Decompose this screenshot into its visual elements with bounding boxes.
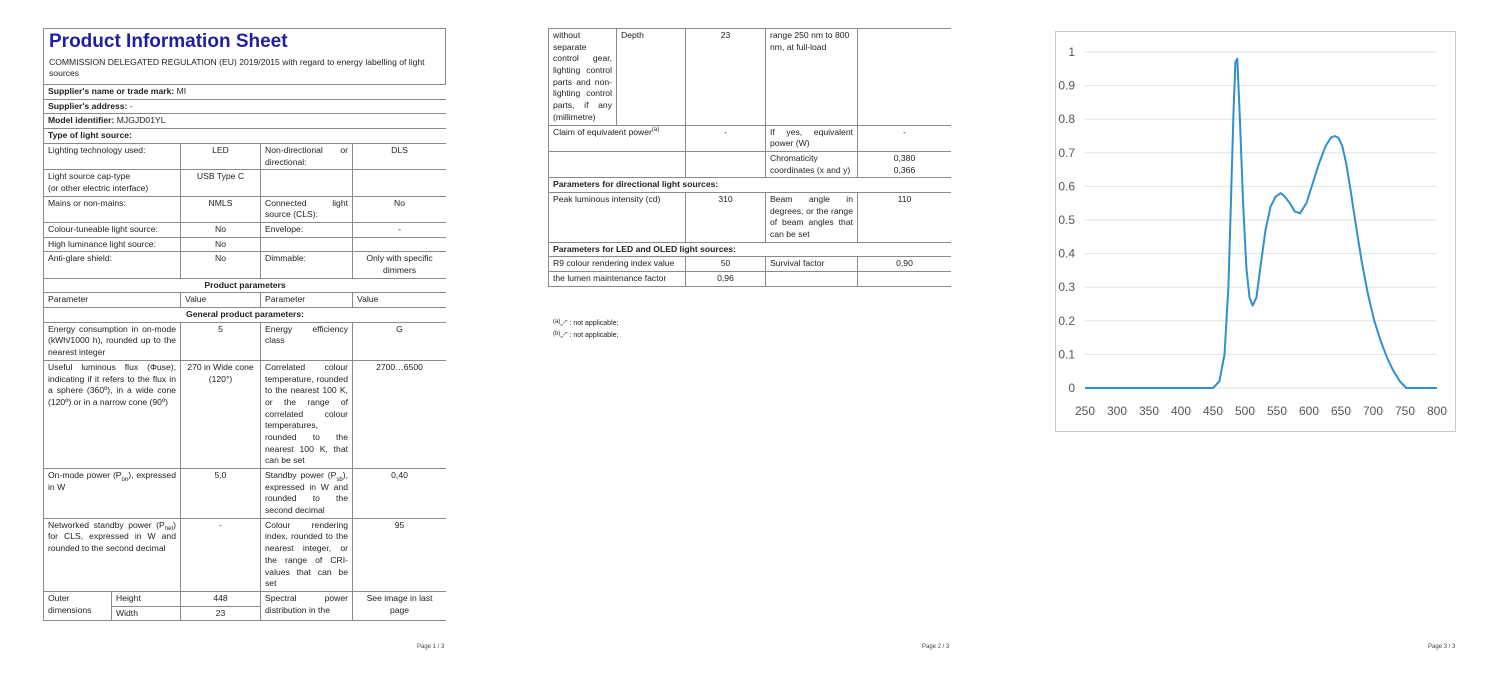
lighting-technology-label: Lighting technology used: (44, 143, 181, 169)
survival-factor-value: 0,90 (858, 257, 952, 272)
page-number: Page 3 / 3 (1428, 644, 1456, 650)
cap-type-label: Light source cap-type (48, 171, 131, 182)
type-heading: Type of light source: (44, 129, 447, 144)
networked-standby-subscript: net (164, 526, 174, 533)
depth-label: Depth (617, 29, 686, 126)
colour-tuneable-value: No (181, 222, 261, 237)
chromaticity-label: Chromaticity coordinates (x and y) (766, 151, 858, 177)
table-row (44, 518, 447, 591)
x-axis-ticks (1075, 404, 1447, 418)
page-2 (548, 28, 951, 317)
height-value: 448 (181, 591, 261, 606)
envelope-label: Envelope: (261, 222, 353, 237)
regulation-text: COMMISSION DELEGATED REGULATION (EU) 2019/2015 with regard to energy labelling of light sources (49, 56, 425, 79)
on-mode-power-subscript: on (121, 476, 129, 483)
anti-glare-value: No (181, 252, 261, 278)
chromaticity-y: 0,366 (893, 164, 916, 175)
non-directional-value: DLS (353, 143, 447, 169)
y-tick-label: 0.3 (1058, 280, 1075, 295)
table-row (44, 469, 447, 519)
x-tick-label: 650 (1330, 404, 1352, 418)
energy-consumption-value: 5 (181, 322, 261, 360)
width-label: Width (112, 606, 181, 621)
equivalent-power-label-text: Claim of equivalent power (553, 126, 652, 137)
x-tick-label: 450 (1202, 404, 1224, 418)
model-identifier-value: MJGJD01YL (116, 115, 166, 126)
table-row (44, 322, 447, 360)
led-heading-row (549, 242, 952, 257)
high-luminance-value: No (181, 237, 261, 252)
page-1 (43, 28, 446, 643)
x-tick-label: 500 (1234, 404, 1256, 418)
equivalent-power-label (549, 125, 686, 151)
beam-angle-label: Beam angle in degrees, or the range of beam angles that can be set (766, 192, 858, 242)
y-tick-label: 1 (1068, 45, 1075, 59)
anti-glare-label: Anti-glare shield: (44, 252, 181, 278)
spectral-curve (1085, 59, 1437, 388)
footnotes (553, 318, 753, 342)
cri-value: 95 (353, 518, 447, 591)
x-tick-label: 750 (1394, 404, 1416, 418)
mains-label: Mains or non-mains: (44, 196, 181, 222)
footnote-a-mark: (a) (553, 319, 561, 325)
peak-intensity-value: 310 (686, 192, 766, 242)
lighting-technology-value: LED (181, 143, 261, 169)
page-1-header (43, 28, 446, 84)
supplier-name-value: MI (176, 86, 187, 97)
product-info-table-continued (548, 28, 951, 287)
without-control-gear-label: without separate control gear, lighting control parts and non-lighting control parts, if any (millimetre) (549, 29, 617, 126)
y-tick-label: 0.4 (1058, 246, 1075, 261)
on-mode-power-label (44, 469, 181, 519)
table-row (44, 222, 447, 237)
beam-angle-value: 110 (858, 192, 952, 242)
standby-power-subscript: sb (336, 476, 343, 483)
lumen-maintenance-label: the lumen maintenance factor (549, 272, 686, 287)
if-yes-value: - (858, 125, 952, 151)
model-identifier-row (44, 114, 447, 129)
directional-heading-row (549, 178, 952, 193)
column-header-row (44, 293, 447, 308)
colour-tuneable-label: Colour-tuneable light source: (44, 222, 181, 237)
table-row (549, 29, 952, 126)
general-parameters-heading-row (44, 308, 447, 323)
product-info-table (43, 84, 446, 621)
supplier-address-row (44, 99, 447, 114)
on-mode-power-label-text: On-mode power (P (48, 470, 122, 480)
supplier-address-label: Supplier's address: (48, 100, 128, 111)
footnote-a (553, 318, 753, 330)
y-tick-label: 0.5 (1058, 213, 1075, 227)
height-label: Height (112, 591, 181, 606)
cri-label: Colour rendering index, rounded to the nearest integer, or the range of CRI-values that can be set (261, 518, 353, 591)
energy-consumption-label: Energy consumption in on-mode (kWh/1000 h), rounded up to the nearest integer (44, 322, 181, 360)
r9-label: R9 colour rendering index value (549, 257, 686, 272)
x-tick-label: 400 (1170, 404, 1192, 418)
column-header-value: Value (181, 293, 261, 308)
x-tick-label: 350 (1138, 404, 1160, 418)
page-number: Page 1 / 3 (417, 644, 445, 650)
column-header-parameter: Parameter (44, 293, 181, 308)
chart-canvas (1056, 32, 1455, 431)
standby-power-label (261, 469, 353, 519)
mains-value: NMLS (181, 196, 261, 222)
product-parameters-heading: Product parameters (44, 278, 447, 293)
table-row (44, 360, 447, 468)
gridlines (1085, 52, 1437, 354)
equivalent-power-value: - (686, 125, 766, 151)
footnote-b-text: „-" : not applicable; (560, 331, 619, 339)
on-mode-power-value: 5,0 (181, 469, 261, 519)
depth-value: 23 (686, 29, 766, 126)
networked-standby-label-text-end: ) for CLS, expressed in W and rounded to the second decimal (48, 519, 176, 554)
x-tick-label: 600 (1298, 404, 1320, 418)
x-tick-label: 700 (1362, 404, 1384, 418)
supplier-name-row (44, 85, 447, 100)
networked-standby-label (44, 518, 181, 591)
spectral-label: Spectral power distribution in the (261, 591, 353, 620)
table-row (44, 237, 447, 252)
chromaticity-value (858, 151, 952, 177)
cls-value: No (353, 196, 447, 222)
survival-factor-label: Survival factor (766, 257, 858, 272)
x-tick-label: 300 (1106, 404, 1128, 418)
column-header-value: Value (353, 293, 447, 308)
footnote-b-mark: (b) (553, 330, 561, 337)
table-row (44, 143, 447, 169)
y-tick-label: 0.6 (1058, 179, 1075, 194)
type-heading-row (44, 129, 447, 144)
x-tick-label: 550 (1266, 404, 1288, 418)
table-row (549, 151, 952, 177)
networked-standby-value: - (181, 518, 261, 591)
luminous-flux-value: 270 in Wide cone (120°) (181, 360, 261, 468)
y-tick-label: 0.9 (1058, 78, 1075, 93)
y-tick-label: 0.1 (1058, 347, 1075, 362)
table-row (44, 196, 447, 222)
outer-dimensions-label: Outer dimensions (44, 591, 112, 620)
energy-class-label: Energy efficiency class (261, 322, 353, 360)
if-yes-label: If yes, equivalent power (W) (766, 125, 858, 151)
dimmable-value: Only with specific dimmers (353, 252, 447, 278)
footnote-mark: (a) (651, 126, 660, 133)
supplier-name-label: Supplier's name or trade mark: (48, 86, 175, 97)
page-title: Product Information Sheet (49, 31, 288, 52)
led-heading: Parameters for LED and OLED light sources: (549, 242, 952, 257)
cct-value: 2700…6500 (353, 360, 447, 468)
spectral-distribution-chart (1055, 31, 1456, 432)
supplier-address-value: - (129, 100, 133, 111)
r9-value: 50 (686, 257, 766, 272)
table-row (44, 170, 447, 196)
product-parameters-heading-row (44, 278, 447, 293)
standby-power-value: 0,40 (353, 469, 447, 519)
cls-label: Connected light source (CLS): (261, 196, 353, 222)
luminous-flux-label: Useful luminous flux (Φuse), indicating if it refers to the flux in a sphere (360º), in a wide cone (120º) or in a narrow cone (90º) (44, 360, 181, 468)
x-tick-label: 250 (1074, 404, 1096, 418)
networked-standby-label-text: Networked standby power (P (48, 519, 165, 530)
y-tick-label: 0.8 (1058, 112, 1075, 127)
footnote-a-text: „-" : not applicable; (560, 320, 619, 327)
lumen-maintenance-value: 0,96 (686, 272, 766, 287)
high-luminance-label: High luminance light source: (44, 237, 181, 252)
cap-type-value: USB Type C (181, 170, 261, 196)
chromaticity-x: 0,380 (893, 152, 916, 163)
model-identifier-label: Model identifier: (48, 115, 115, 126)
envelope-value: - (353, 222, 447, 237)
y-tick-label: 0.2 (1058, 313, 1075, 328)
spectral-value: See image in last page (353, 591, 447, 620)
y-axis-ticks (1058, 45, 1075, 395)
table-row (549, 272, 952, 287)
table-row (44, 591, 447, 606)
on-mode-power-label-text-end: ), expressed in W (48, 470, 176, 492)
non-directional-label: Non-directional or directional: (261, 143, 353, 169)
spectral-range-label: range 250 nm to 800 nm, at full-load (766, 29, 858, 126)
general-parameters-heading: General product parameters: (44, 308, 447, 323)
peak-intensity-label: Peak luminous intensity (cd) (549, 192, 686, 242)
y-tick-label: 0 (1068, 381, 1075, 395)
energy-class-value: G (353, 322, 447, 360)
standby-power-label-text-end: ), expressed in W and rounded to the second decimal (265, 470, 348, 516)
column-header-parameter: Parameter (261, 293, 353, 308)
table-row (549, 125, 952, 151)
cap-type-label-note: (or other electric interface) (48, 182, 149, 193)
table-row (44, 252, 447, 278)
footnote-b (553, 330, 753, 342)
table-row (549, 257, 952, 272)
cct-label: Correlated colour temperature, rounded to the nearest 100 K, or the range of correlated colour temperatures, rounded to the nearest 100 K, that can be set (261, 360, 353, 468)
standby-power-label-text: Standby power (P (265, 470, 337, 480)
table-row (549, 192, 952, 242)
dimmable-label: Dimmable: (261, 252, 353, 278)
y-tick-label: 0.7 (1058, 145, 1075, 160)
directional-heading: Parameters for directional light sources: (549, 178, 952, 193)
x-tick-label: 800 (1426, 404, 1448, 418)
width-value: 23 (181, 606, 261, 621)
page-number: Page 2 / 3 (922, 644, 950, 650)
